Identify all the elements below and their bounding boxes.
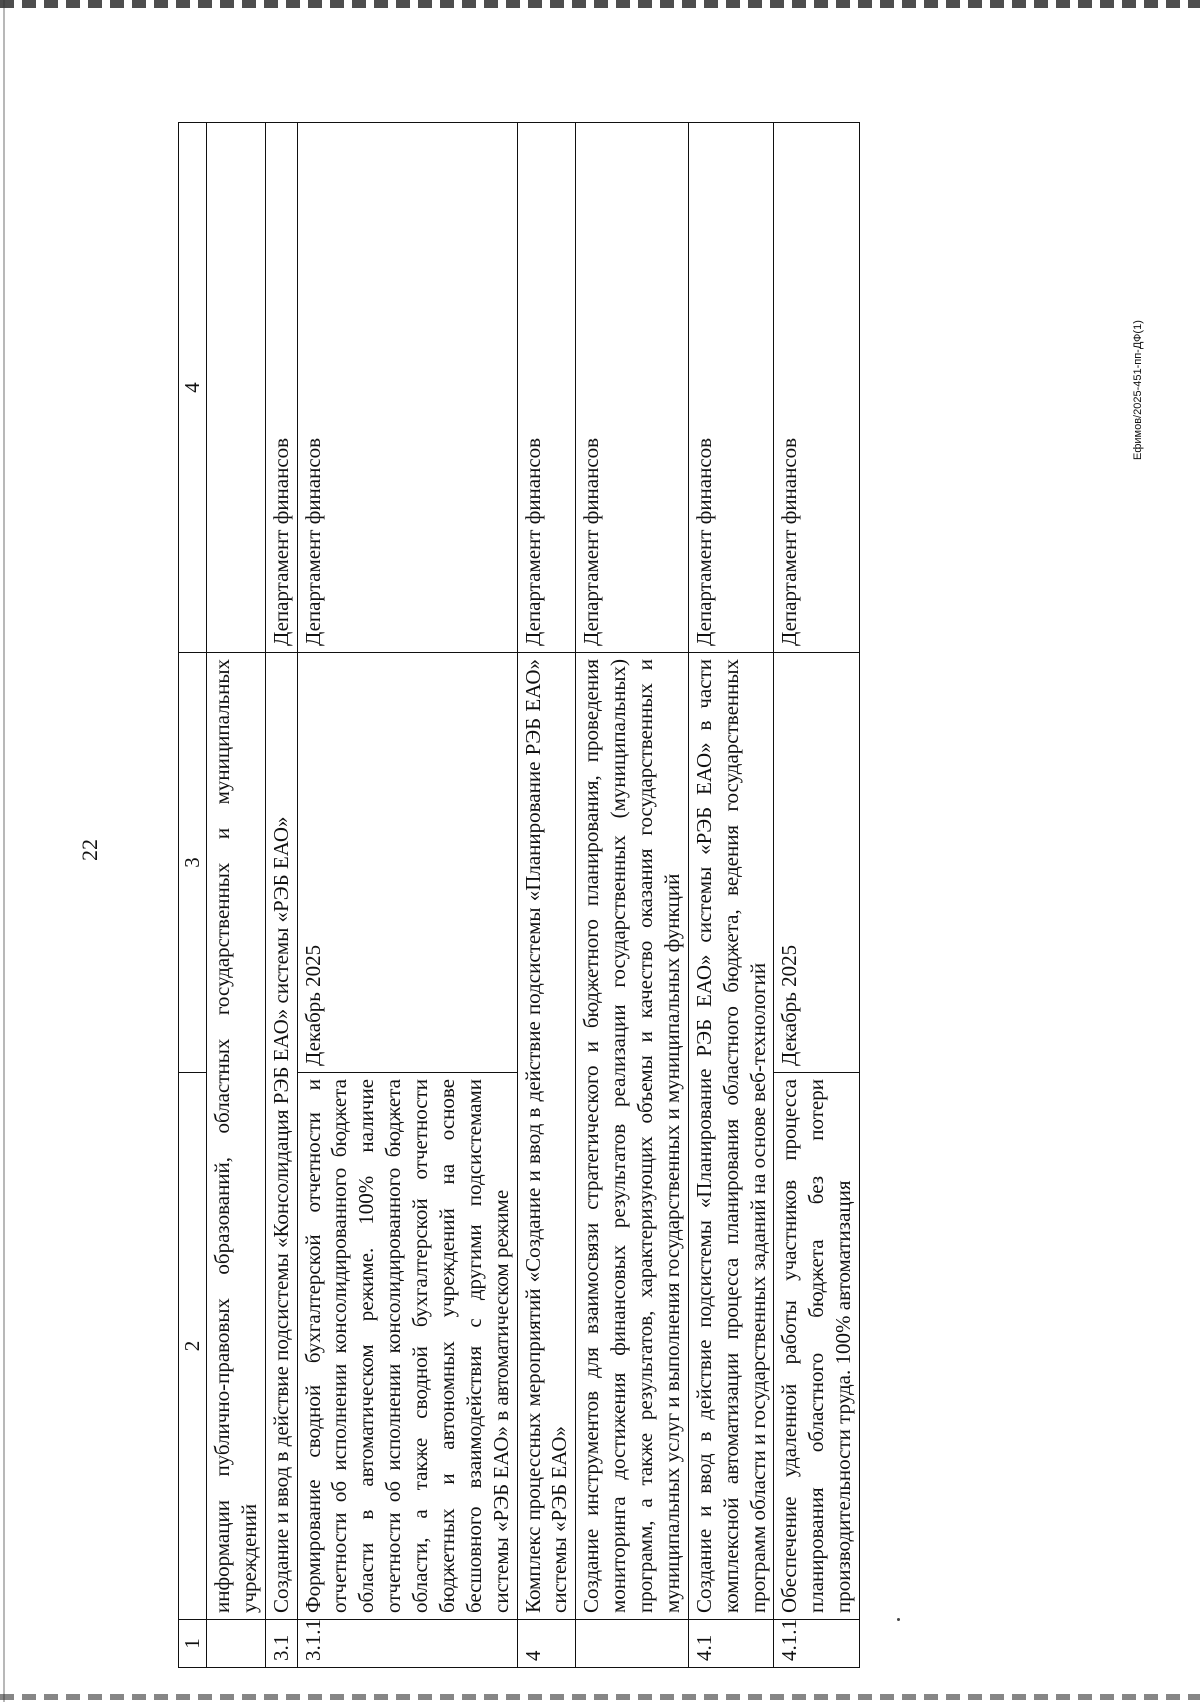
row-executor: Департамент финансов <box>688 123 774 653</box>
table-row <box>576 123 689 1668</box>
row-term: Декабрь 2025 <box>774 653 860 1073</box>
row-executor: Департамент финансов <box>297 123 517 653</box>
document-code: Ефимов/2025-451-пп-ДФ(1) <box>1132 320 1144 460</box>
row-description: Создание и ввод в действие подсистемы «Планирование РЭБ ЕАО» системы «РЭБ ЕАО» в части комплексной автоматизации процесса планирования областного бюджета, ведения государственных программ области и государственных заданий на основе веб-технологий <box>688 653 774 1620</box>
scan-edge-bottom <box>0 1694 1200 1700</box>
plan-table <box>178 122 860 1668</box>
table-row <box>297 123 517 1668</box>
row-number: 3.1 <box>265 1620 297 1668</box>
rotated-table-container <box>178 123 1043 1668</box>
row-number <box>206 1620 265 1668</box>
header-col-1: 1 <box>179 1620 207 1668</box>
row-description: Комплекс процессных мероприятий «Создание и ввод в действие подсистемы «Планирование РЭБ ЕАО» системы «РЭБ ЕАО» <box>517 653 576 1620</box>
row-executor: Департамент финансов <box>576 123 689 653</box>
row-executor: Департамент финансов <box>774 123 860 653</box>
scan-edge-top <box>0 0 1200 8</box>
row-number: 4.1.1 <box>774 1620 860 1668</box>
row-number <box>576 1620 689 1668</box>
table-row <box>688 123 774 1668</box>
header-col-4: 4 <box>179 123 207 653</box>
row-description: Создание инструментов для взаимосвязи стратегического и бюджетного планирования, проведения мониторинга достижения финансовых результатов реализации государственных (муниципальных) программ, а также результатов, характеризующих объемы и качество оказания государственных и муниципальных услуг и выполнения государственных и муниципальных функций <box>576 653 689 1620</box>
row-executor <box>206 123 265 653</box>
row-executor: Департамент финансов <box>517 123 576 653</box>
table-row <box>517 123 576 1668</box>
scan-edge-left <box>3 0 5 1702</box>
table-row <box>206 123 265 1668</box>
table-row <box>265 123 297 1668</box>
row-description: Создание и ввод в действие подсистемы «Консолидация РЭБ ЕАО» системы «РЭБ ЕАО» <box>265 653 297 1620</box>
row-description: Обеспечение удаленной работы участников процесса планирования областного бюджета без потери производительности труда. 100% автоматизация <box>774 1073 860 1620</box>
row-description: информации публично-правовых образований, областных государственных и муниципальных учреждений <box>206 653 265 1620</box>
row-number: 3.1.1 <box>297 1620 517 1668</box>
row-number: 4 <box>517 1620 576 1668</box>
row-executor: Департамент финансов <box>265 123 297 653</box>
page-number: 22 <box>77 839 102 861</box>
row-description: Формирование сводной бухгалтерской отчетности и отчетности об исполнении консолидированного бюджета области в автоматическом режиме. 100% наличие отчетности об исполнении консолидированного бюджета области, а также сводной бухгалтерской отчетности бюджетных и автономных учреждений на основе бесшовного взаимодействия с другими подсистемами системы «РЭБ ЕАО» в автоматическом режиме <box>297 1073 517 1620</box>
row-number: 4.1 <box>688 1620 774 1668</box>
header-col-2: 2 <box>179 1073 207 1620</box>
header-col-3: 3 <box>179 653 207 1073</box>
table-header-row <box>179 123 207 1668</box>
table-row <box>774 123 860 1668</box>
row-term: Декабрь 2025 <box>297 653 517 1073</box>
